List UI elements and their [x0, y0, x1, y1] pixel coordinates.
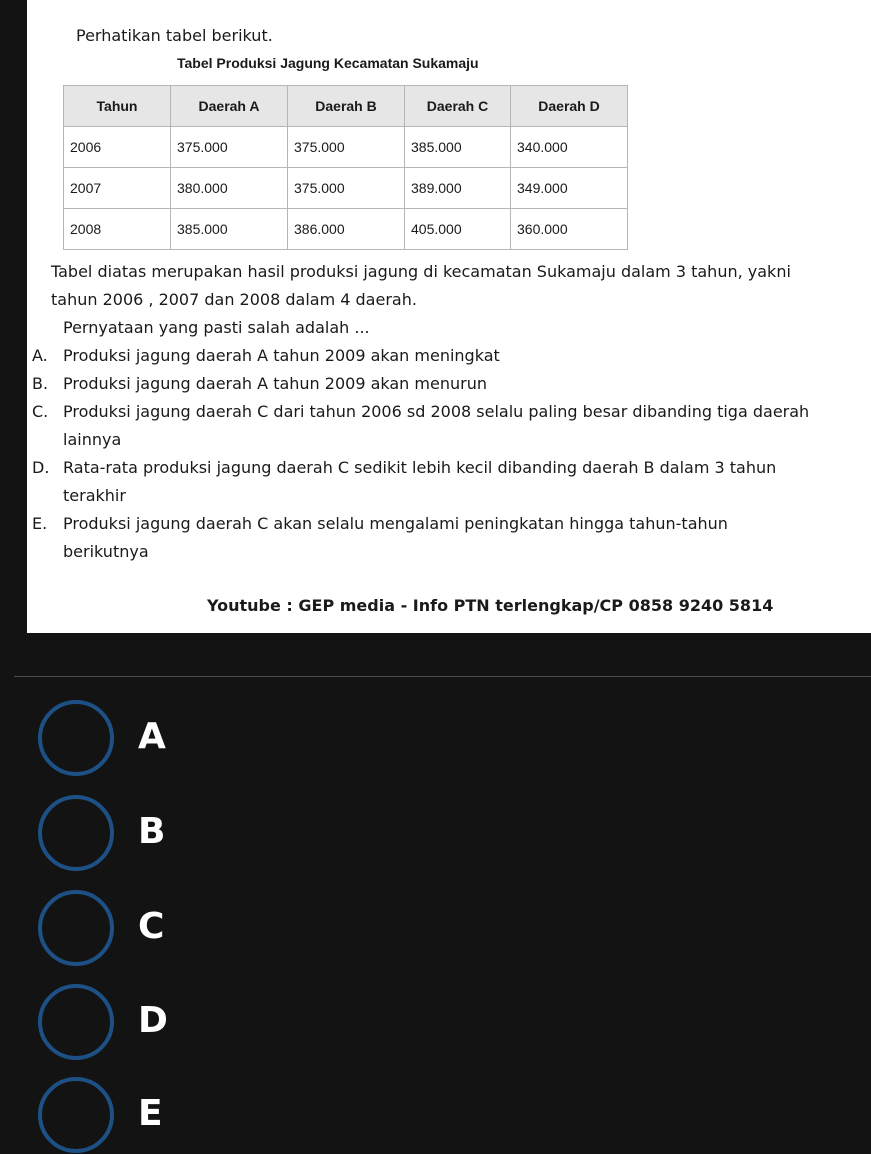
- table-header-cell: Tahun: [64, 86, 171, 127]
- table-cell: 375.000: [288, 168, 405, 209]
- divider: [14, 676, 871, 677]
- table-header-cell: Daerah C: [405, 86, 511, 127]
- statement-text: Produksi jagung daerah C dari tahun 2006 sd 2008 selalu paling besar dibanding tiga daerah lainnya: [63, 402, 810, 449]
- table-header-row: [64, 86, 628, 127]
- statement-letter: C.: [32, 402, 49, 421]
- table-row: [64, 168, 628, 209]
- answer-choice-a[interactable]: [38, 700, 338, 776]
- answer-choice-b[interactable]: [38, 795, 338, 871]
- table-header-cell: Daerah B: [288, 86, 405, 127]
- answer-label[interactable]: A: [138, 716, 166, 757]
- statement-option-e: [27, 510, 817, 566]
- table-cell: 385.000: [171, 209, 288, 250]
- statement-option-d: [27, 454, 817, 510]
- table-cell: 380.000: [171, 168, 288, 209]
- table-cell: 2006: [64, 127, 171, 168]
- radio-circle-icon[interactable]: [38, 795, 114, 871]
- question-prompt: Pernyataan yang pasti salah adalah ...: [63, 318, 370, 337]
- radio-circle-icon[interactable]: [38, 890, 114, 966]
- table-header-cell: Daerah D: [511, 86, 628, 127]
- statement-letter: E.: [32, 514, 48, 533]
- table-cell: 375.000: [171, 127, 288, 168]
- table-cell: 375.000: [288, 127, 405, 168]
- table-cell: 2008: [64, 209, 171, 250]
- table-cell: 385.000: [405, 127, 511, 168]
- description-line-2: tahun 2006 , 2007 dan 2008 dalam 4 daerah.: [51, 290, 417, 309]
- table-row: [64, 209, 628, 250]
- footer-credit: Youtube : GEP media - Info PTN terlengkap/CP 0858 9240 5814: [207, 596, 774, 615]
- radio-circle-icon[interactable]: [38, 1077, 114, 1153]
- table-row: [64, 127, 628, 168]
- answer-choice-d[interactable]: [38, 984, 338, 1060]
- answer-label[interactable]: B: [138, 811, 166, 852]
- production-table: [63, 85, 628, 250]
- table-title: Tabel Produksi Jagung Kecamatan Sukamaju: [177, 55, 479, 71]
- question-image: [27, 0, 871, 633]
- statement-text: Produksi jagung daerah C akan selalu mengalami peningkatan hingga tahun-tahun berikutnya: [63, 514, 728, 561]
- statement-text: Produksi jagung daerah A tahun 2009 akan meningkat: [63, 346, 500, 365]
- table-cell: 386.000: [288, 209, 405, 250]
- table-cell: 389.000: [405, 168, 511, 209]
- statement-letter: D.: [32, 458, 50, 477]
- statement-option-a: [27, 342, 817, 370]
- table-header-cell: Daerah A: [171, 86, 288, 127]
- answer-choice-c[interactable]: [38, 890, 338, 966]
- radio-circle-icon[interactable]: [38, 700, 114, 776]
- radio-circle-icon[interactable]: [38, 984, 114, 1060]
- statement-text: Rata-rata produksi jagung daerah C sedikit lebih kecil dibanding daerah B dalam 3 tahun terakhir: [63, 458, 777, 505]
- table-cell: 360.000: [511, 209, 628, 250]
- statement-letter: A.: [32, 346, 48, 365]
- description-line-1: Tabel diatas merupakan hasil produksi jagung di kecamatan Sukamaju dalam 3 tahun, yakni: [51, 262, 791, 281]
- answer-label[interactable]: C: [138, 906, 165, 947]
- question-intro: Perhatikan tabel berikut.: [76, 26, 273, 45]
- table-cell: 2007: [64, 168, 171, 209]
- statement-text: Produksi jagung daerah A tahun 2009 akan menurun: [63, 374, 487, 393]
- answer-label[interactable]: E: [138, 1093, 163, 1134]
- statement-option-b: [27, 370, 817, 398]
- table-cell: 349.000: [511, 168, 628, 209]
- answer-choice-e[interactable]: [38, 1077, 338, 1153]
- statement-option-c: [27, 398, 817, 454]
- table-cell: 405.000: [405, 209, 511, 250]
- statement-letter: B.: [32, 374, 49, 393]
- table-cell: 340.000: [511, 127, 628, 168]
- answer-label[interactable]: D: [138, 1000, 168, 1041]
